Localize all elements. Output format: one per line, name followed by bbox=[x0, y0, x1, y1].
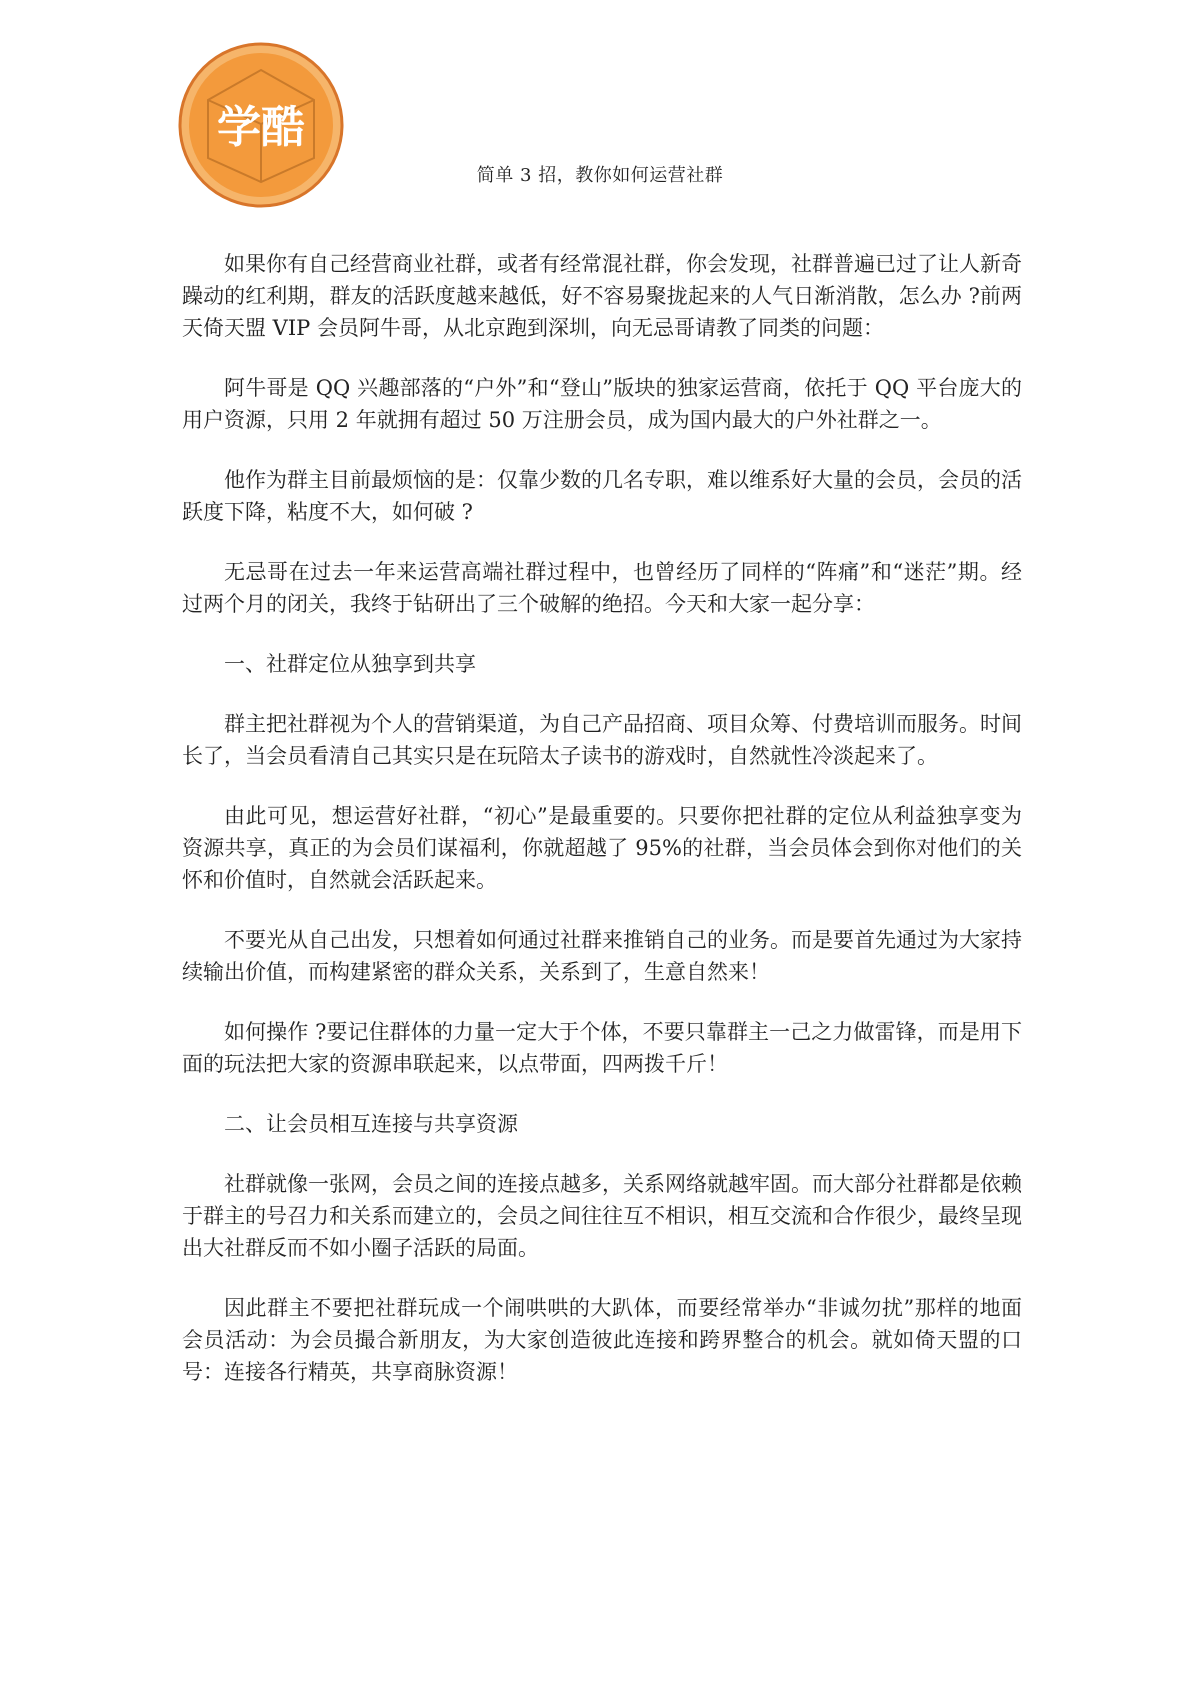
document-title: 简单 3 招，教你如何运营社群 bbox=[476, 165, 724, 186]
paragraph-intro-1: 如果你有自己经营商业社群，或者有经常混社群，你会发现，社群普遍已过了让人新奇躁动的红利期，群友的活跃度越来越低，好不容易聚拢起来的人气日渐消散，怎么办 ?前两天倚天盟 VIP 会员阿牛哥，从北京跑到深圳，向无忌哥请教了同类的问题： bbox=[182, 252, 1022, 340]
section-1-paragraph-2: 由此可见，想运营好社群，“初心”是最重要的。只要你把社群的定位从利益独享变为资源共享，真正的为会员们谋福利，你就超越了 95%的社群，当会员体会到你对他们的关怀和价值时，自然就会活跃起来。 bbox=[182, 804, 1022, 892]
section-2-heading: 二、让会员相互连接与共享资源 bbox=[224, 1112, 518, 1136]
paragraph-intro-4: 无忌哥在过去一年来运营高端社群过程中，也曾经历了同样的“阵痛”和“迷茫”期。经过两个月的闭关，我终于钻研出了三个破解的绝招。今天和大家一起分享： bbox=[182, 560, 1022, 616]
section-1-heading: 一、社群定位从独享到共享 bbox=[224, 652, 476, 676]
xueku-logo bbox=[178, 42, 344, 208]
paragraph-intro-3: 他作为群主目前最烦恼的是：仅靠少数的几名专职，难以维系好大量的会员，会员的活跃度下降，粘度不大，如何破 ? bbox=[182, 468, 1022, 524]
document-body bbox=[182, 248, 1022, 1416]
section-2-paragraph-1: 社群就像一张网，会员之间的连接点越多，关系网络就越牢固。而大部分社群都是依赖于群主的号召力和关系而建立的，会员之间往往互不相识，相互交流和合作很少，最终呈现出大社群反而不如小圈子活跃的局面。 bbox=[182, 1172, 1022, 1260]
section-1-paragraph-3: 不要光从自己出发，只想着如何通过社群来推销自己的业务。而是要首先通过为大家持续输出价值，而构建紧密的群众关系，关系到了，生意自然来！ bbox=[182, 928, 1022, 984]
section-1-paragraph-4: 如何操作 ?要记住群体的力量一定大于个体，不要只靠群主一己之力做雷锋，而是用下面的玩法把大家的资源串联起来，以点带面，四两拨千斤！ bbox=[182, 1020, 1022, 1076]
paragraph-intro-2: 阿牛哥是 QQ 兴趣部落的“户外”和“登山”版块的独家运营商，依托于 QQ 平台庞大的用户资源，只用 2 年就拥有超过 50 万注册会员，成为国内最大的户外社群之一。 bbox=[182, 376, 1022, 432]
xueku-logo-icon bbox=[178, 42, 344, 208]
section-2-paragraph-2: 因此群主不要把社群玩成一个闹哄哄的大趴体，而要经常举办“非诚勿扰”那样的地面会员活动：为会员撮合新朋友，为大家创造彼此连接和跨界整合的机会。就如倚天盟的口号：连接各行精英，共享商脉资源！ bbox=[182, 1296, 1022, 1384]
logo-text: 学酷 bbox=[217, 102, 305, 153]
section-1-paragraph-1: 群主把社群视为个人的营销渠道，为自己产品招商、项目众筹、付费培训而服务。时间长了，当会员看清自己其实只是在玩陪太子读书的游戏时，自然就性冷淡起来了。 bbox=[182, 712, 1022, 768]
